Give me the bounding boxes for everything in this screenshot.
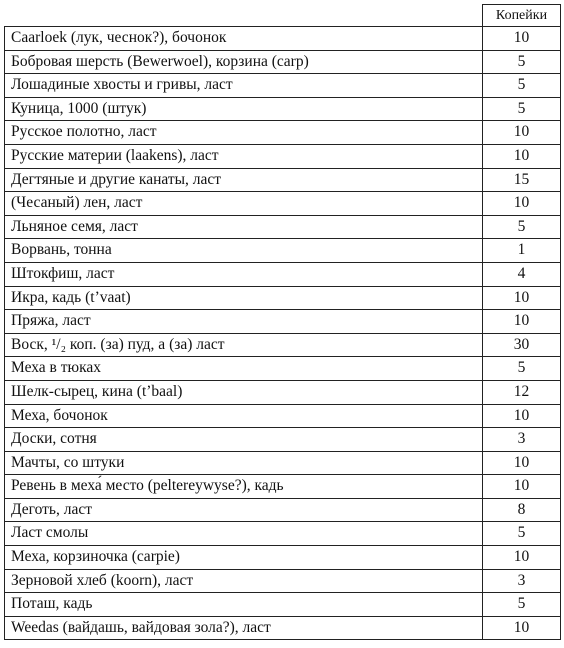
item-cell: Русские материи (laakens), ласт [5, 144, 483, 168]
kopecks-cell: 5 [483, 74, 561, 98]
kopecks-cell: 5 [483, 97, 561, 121]
item-cell: Бобровая шерсть (Bewerwoel), корзина (carp) [5, 50, 483, 74]
item-cell: Меха, корзиночка (carpie) [5, 546, 483, 570]
kopecks-cell: 10 [483, 27, 561, 51]
item-cell: Caarloek (лук, чеснок?), бочонок [5, 27, 483, 51]
table-row [5, 286, 561, 310]
table-row [5, 593, 561, 617]
kopecks-cell: 4 [483, 262, 561, 286]
kopecks-cell: 10 [483, 192, 561, 216]
item-cell: Доски, сотня [5, 428, 483, 452]
item-cell: Шелк-сырец, кина (t’baal) [5, 380, 483, 404]
table-row [5, 27, 561, 51]
table-row [5, 192, 561, 216]
table-header-row [5, 5, 561, 27]
item-cell: Меха в тюках [5, 357, 483, 381]
item-cell: Weedas (вайдашь, вайдовая зола?), ласт [5, 616, 483, 640]
header-blank-cell [5, 5, 483, 27]
table-row [5, 74, 561, 98]
item-cell: Воск, ¹/₂ коп. (за) пуд, а (за) ласт [5, 333, 483, 357]
item-cell: Куница, 1000 (штук) [5, 97, 483, 121]
table-row [5, 522, 561, 546]
header-kopecks: Копейки [483, 5, 561, 27]
table-row [5, 546, 561, 570]
kopecks-cell: 5 [483, 522, 561, 546]
item-cell: Штокфиш, ласт [5, 262, 483, 286]
item-cell: Дегтяные и другие канаты, ласт [5, 168, 483, 192]
kopecks-cell: 10 [483, 404, 561, 428]
table-body [5, 27, 561, 640]
table-row [5, 333, 561, 357]
kopecks-cell: 30 [483, 333, 561, 357]
item-cell: Ласт смолы [5, 522, 483, 546]
item-cell: Пряжа, ласт [5, 310, 483, 334]
table-row [5, 569, 561, 593]
kopecks-cell: 5 [483, 50, 561, 74]
kopecks-cell: 10 [483, 475, 561, 499]
item-cell: (Чесаный) лен, ласт [5, 192, 483, 216]
table-row [5, 144, 561, 168]
kopecks-cell: 5 [483, 215, 561, 239]
table-row [5, 215, 561, 239]
item-cell: Льняное семя, ласт [5, 215, 483, 239]
kopecks-cell: 3 [483, 428, 561, 452]
item-cell: Деготь, ласт [5, 498, 483, 522]
table-row [5, 404, 561, 428]
table-row [5, 97, 561, 121]
table-row [5, 380, 561, 404]
table-row [5, 498, 561, 522]
item-cell: Меха, бочонок [5, 404, 483, 428]
item-cell: Лошадиные хвосты и гривы, ласт [5, 74, 483, 98]
table-row [5, 262, 561, 286]
item-cell: Русское полотно, ласт [5, 121, 483, 145]
table-row [5, 121, 561, 145]
kopecks-cell: 15 [483, 168, 561, 192]
table-row [5, 50, 561, 74]
kopecks-cell: 10 [483, 310, 561, 334]
table-row [5, 239, 561, 263]
kopecks-cell: 8 [483, 498, 561, 522]
kopecks-cell: 10 [483, 451, 561, 475]
kopecks-cell: 10 [483, 616, 561, 640]
table-row [5, 475, 561, 499]
kopecks-cell: 3 [483, 569, 561, 593]
kopecks-cell: 10 [483, 144, 561, 168]
item-cell: Ревень в меха́ место (peltereywyse?), кадь [5, 475, 483, 499]
kopecks-cell: 10 [483, 546, 561, 570]
table-row [5, 168, 561, 192]
table-row [5, 357, 561, 381]
kopecks-cell: 12 [483, 380, 561, 404]
kopecks-cell: 10 [483, 121, 561, 145]
item-cell: Мачты, со штуки [5, 451, 483, 475]
item-cell: Икра, кадь (t’vaat) [5, 286, 483, 310]
table-row [5, 616, 561, 640]
duties-table [4, 4, 561, 640]
kopecks-cell: 10 [483, 286, 561, 310]
item-cell: Поташ, кадь [5, 593, 483, 617]
item-cell: Зерновой хлеб (koorn), ласт [5, 569, 483, 593]
kopecks-cell: 5 [483, 593, 561, 617]
table-row [5, 310, 561, 334]
kopecks-cell: 5 [483, 357, 561, 381]
item-cell: Ворвань, тонна [5, 239, 483, 263]
table-row [5, 428, 561, 452]
table-row [5, 451, 561, 475]
kopecks-cell: 1 [483, 239, 561, 263]
